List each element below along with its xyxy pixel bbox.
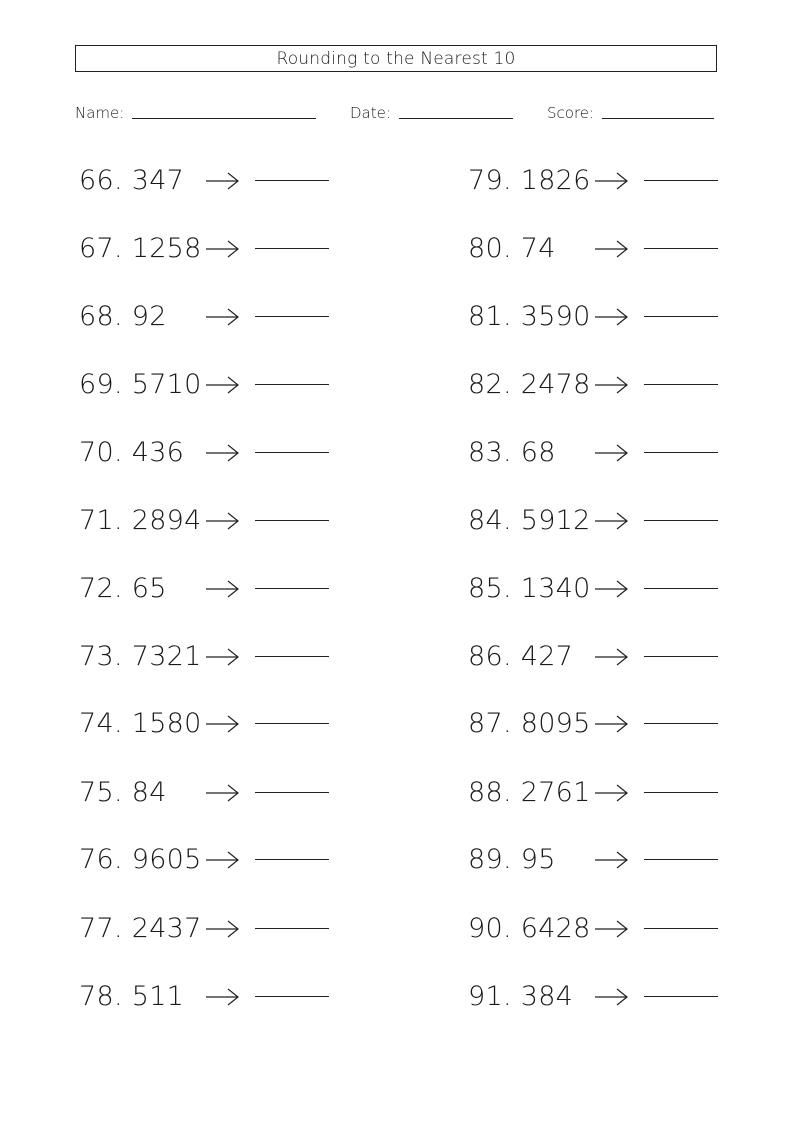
problem-number: 73. 7321: [79, 640, 202, 672]
problem-number: 88. 2761: [468, 776, 591, 808]
problem-number: 66. 347: [79, 164, 185, 196]
problem-number: 81. 3590: [468, 300, 591, 332]
problem-number: 76. 9605: [79, 843, 202, 875]
answer-blank[interactable]: [255, 520, 329, 521]
answer-blank[interactable]: [644, 588, 718, 589]
problem-item: [468, 228, 594, 268]
problem-number: 90. 6428: [468, 912, 591, 944]
problem-item: [79, 703, 205, 743]
arrow-right-icon: [594, 306, 630, 328]
problem-item: [79, 364, 205, 404]
answer-blank[interactable]: [255, 180, 329, 181]
arrow-right-icon: [205, 646, 241, 668]
problem-number: 84. 5912: [468, 504, 591, 536]
arrow-right-icon: [205, 510, 241, 532]
arrow-right-icon: [205, 713, 241, 735]
arrow-right-icon: [594, 374, 630, 396]
problem-item: [79, 976, 205, 1016]
answer-blank[interactable]: [255, 656, 329, 657]
problem-number: 77. 2437: [79, 912, 202, 944]
problem-item: [79, 908, 205, 948]
problem-number: 89. 95: [468, 843, 556, 875]
problem-item: [468, 703, 594, 743]
answer-blank[interactable]: [255, 384, 329, 385]
answer-blank[interactable]: [644, 928, 718, 929]
arrow-right-icon: [205, 442, 241, 464]
name-field: [75, 100, 316, 122]
answer-blank[interactable]: [644, 452, 718, 453]
problem-number: 69. 5710: [79, 368, 202, 400]
arrow-right-icon: [594, 578, 630, 600]
answer-blank[interactable]: [255, 792, 329, 793]
problem-item: [468, 296, 594, 336]
answer-blank[interactable]: [255, 316, 329, 317]
arrow-right-icon: [594, 918, 630, 940]
date-field: [350, 100, 513, 122]
arrow-right-icon: [594, 986, 630, 1008]
problem-item: [468, 772, 594, 812]
arrow-right-icon: [205, 578, 241, 600]
answer-blank[interactable]: [644, 996, 718, 997]
arrow-right-icon: [205, 170, 241, 192]
problem-number: 67. 1258: [79, 232, 202, 264]
arrow-right-icon: [205, 306, 241, 328]
arrow-right-icon: [594, 510, 630, 532]
problem-number: 80. 74: [468, 232, 556, 264]
arrow-right-icon: [594, 170, 630, 192]
name-label: Name:: [75, 104, 125, 122]
answer-blank[interactable]: [644, 520, 718, 521]
problem-item: [468, 908, 594, 948]
problem-number: 87. 8095: [468, 707, 591, 739]
arrow-right-icon: [205, 782, 241, 804]
answer-blank[interactable]: [255, 723, 329, 724]
problem-item: [468, 568, 594, 608]
name-blank[interactable]: [132, 117, 316, 119]
problem-item: [79, 160, 205, 200]
problem-number: 83. 68: [468, 436, 556, 468]
problem-number: 71. 2894: [79, 504, 202, 536]
problem-item: [468, 500, 594, 540]
answer-blank[interactable]: [255, 928, 329, 929]
answer-blank[interactable]: [255, 452, 329, 453]
problem-number: 79. 1826: [468, 164, 591, 196]
problem-item: [79, 568, 205, 608]
arrow-right-icon: [205, 986, 241, 1008]
problem-number: 85. 1340: [468, 572, 591, 604]
answer-blank[interactable]: [255, 248, 329, 249]
problem-number: 82. 2478: [468, 368, 591, 400]
problem-item: [468, 976, 594, 1016]
answer-blank[interactable]: [644, 723, 718, 724]
answer-blank[interactable]: [644, 384, 718, 385]
problem-number: 68. 92: [79, 300, 167, 332]
date-blank[interactable]: [399, 117, 513, 119]
problem-item: [79, 432, 205, 472]
answer-blank[interactable]: [255, 588, 329, 589]
problem-number: 75. 84: [79, 776, 167, 808]
answer-blank[interactable]: [644, 180, 718, 181]
problem-item: [79, 636, 205, 676]
answer-blank[interactable]: [255, 996, 329, 997]
problem-item: [79, 772, 205, 812]
problem-number: 91. 384: [468, 980, 574, 1012]
arrow-right-icon: [205, 374, 241, 396]
arrow-right-icon: [594, 646, 630, 668]
problem-item: [468, 839, 594, 879]
arrow-right-icon: [594, 442, 630, 464]
answer-blank[interactable]: [644, 792, 718, 793]
arrow-right-icon: [594, 238, 630, 260]
arrow-right-icon: [594, 849, 630, 871]
problem-number: 70. 436: [79, 436, 185, 468]
score-field: [547, 100, 714, 122]
arrow-right-icon: [205, 849, 241, 871]
arrow-right-icon: [594, 713, 630, 735]
answer-blank[interactable]: [644, 316, 718, 317]
problem-item: [79, 839, 205, 879]
answer-blank[interactable]: [644, 656, 718, 657]
problem-item: [468, 432, 594, 472]
problem-number: 86. 427: [468, 640, 574, 672]
problem-number: 72. 65: [79, 572, 167, 604]
answer-blank[interactable]: [644, 248, 718, 249]
date-label: Date:: [350, 104, 391, 122]
problem-item: [79, 228, 205, 268]
problem-item: [468, 364, 594, 404]
problem-item: [468, 160, 594, 200]
problem-item: [468, 636, 594, 676]
score-blank[interactable]: [602, 117, 714, 119]
answer-blank[interactable]: [255, 859, 329, 860]
worksheet-title: Rounding to the Nearest 10: [75, 45, 717, 72]
score-label: Score:: [547, 104, 595, 122]
problem-number: 78. 511: [79, 980, 185, 1012]
arrow-right-icon: [594, 782, 630, 804]
arrow-right-icon: [205, 238, 241, 260]
answer-blank[interactable]: [644, 859, 718, 860]
problem-item: [79, 296, 205, 336]
problem-item: [79, 500, 205, 540]
problem-number: 74. 1580: [79, 707, 202, 739]
arrow-right-icon: [205, 918, 241, 940]
